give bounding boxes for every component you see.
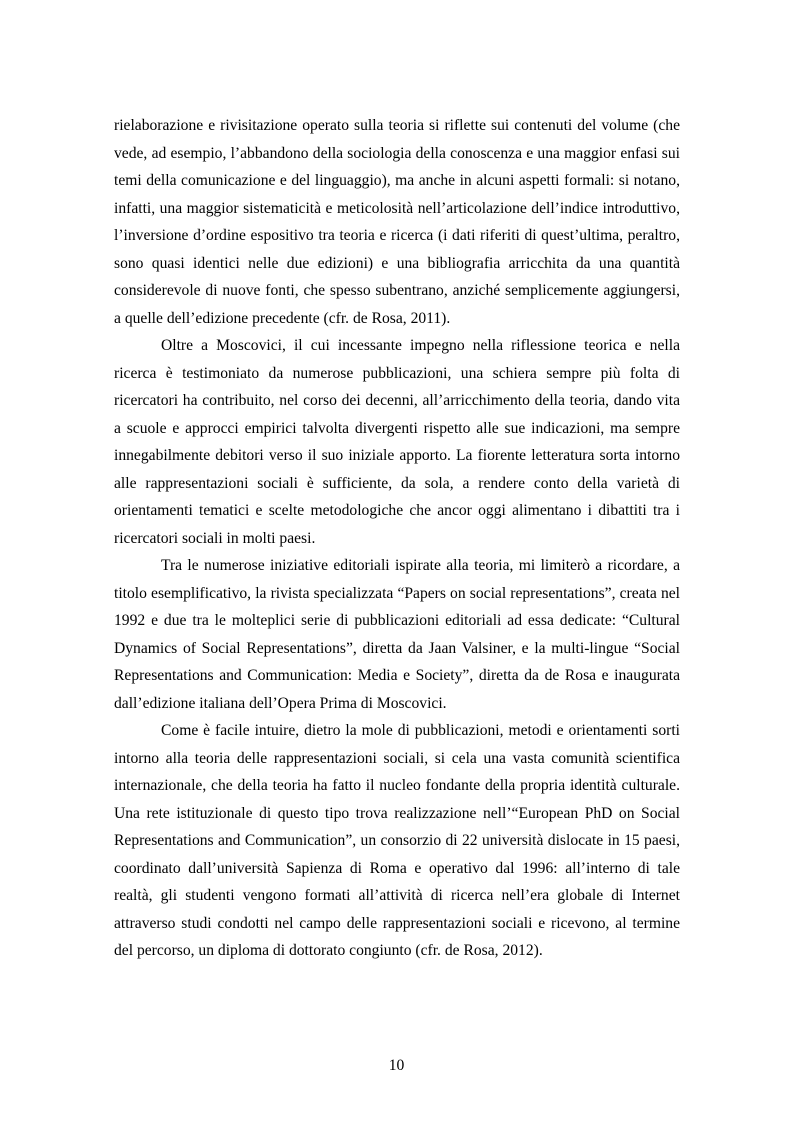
paragraph-moscovici: Oltre a Moscovici, il cui incessante impegno nella riflessione teorica e nella ricerca è testimoniato da numerose pubblicazioni, una schiera sempre più folta di ricercatori ha contribuito, nel corso dei decenni, all’arricchimento della teoria, dando vita a scuole e approcci empirici talvolta divergenti rispetto alle sue indicazioni, ma sempre innegabilmente debitori verso il suo iniziale apporto. La fiorente letteratura sorta intorno alle rappresentazioni sociali è sufficiente, da sola, a rendere conto della varietà di orientamenti tematici e scelte metodologiche che ancor oggi alimentano i dibattiti tra i ricercatori sociali in molti paesi. bbox=[114, 337, 680, 547]
page-number: 10 bbox=[388, 1057, 405, 1074]
paragraph-continuation: rielaborazione e rivisitazione operato sulla teoria si riflette sui contenuti del volume (che vede, ad esempio, l’abbandono della sociologia della conoscenza e una maggior enfasi sui temi della comunicazione e del linguaggio), ma anche in alcuni aspetti formali: si notano, infatti, una maggior sistematicità e meticolosità nell’articolazione dell’indice introduttivo, l’inversione d’ordine espositivo tra teoria e ricerca (i dati riferiti di quest’ultima, peraltro, sono quasi identici nelle due edizioni) e una bibliografia arricchita da una quantità considerevole di nuove fonti, che spesso subentrano, anziché semplicemente aggiungersi, a quelle dell’edizione precedente (cfr. de Rosa, 2011). bbox=[114, 117, 680, 327]
paragraph-editorial-initiatives: Tra le numerose iniziative editoriali ispirate alla teoria, mi limiterò a ricordare, a titolo esemplificativo, la rivista specializzata “Papers on social representations”, creata nel 1992 e due tra le molteplici serie di pubblicazioni editoriali ad essa dedicate: “Cultural Dynamics of Social Representations”, diretta da Jaan Valsiner, e la multi-lingue “Social Representations and Communication: Media e Society”, diretta da de Rosa e inaugurata dall’edizione italiana dell’Opera Prima di Moscovici. bbox=[114, 557, 680, 712]
body-text bbox=[114, 112, 680, 965]
paragraph-scientific-community: Come è facile intuire, dietro la mole di pubblicazioni, metodi e orientamenti sorti intorno alla teoria delle rappresentazioni sociali, si cela una vasta comunità scientifica internazionale, che della teoria ha fatto il nucleo fondante della propria identità culturale. Una rete istituzionale di questo tipo trova realizzazione nell’“European PhD on Social Representations and Communication”, un consorzio di 22 università dislocate in 15 paesi, coordinato dall’università Sapienza di Roma e operativo dal 1996: all’interno di tale realtà, gli studenti vengono formati all’attività di ricerca nell’era globale di Internet attraverso studi condotti nel campo delle rappresentazioni sociali e ricevono, al termine del percorso, un diploma di dottorato congiunto (cfr. de Rosa, 2012). bbox=[114, 722, 680, 959]
